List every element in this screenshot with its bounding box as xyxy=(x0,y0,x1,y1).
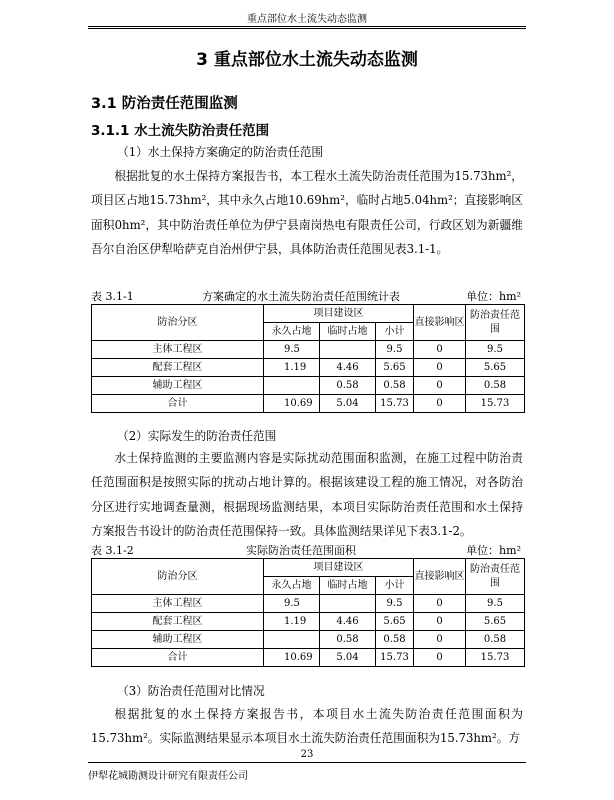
table-cell: 15.73 xyxy=(466,649,525,667)
paragraph-2 xyxy=(91,446,523,543)
page-number: 23 xyxy=(300,749,314,760)
table1-title: 方案确定的水土流失防治责任范围统计表 xyxy=(202,290,400,303)
table-cell: 配套工程区 xyxy=(92,613,264,631)
table1-header-zone: 防治分区 xyxy=(92,305,264,341)
table-cell: 4.46 xyxy=(320,359,376,377)
table-cell: 配套工程区 xyxy=(92,359,264,377)
table2-header-project-area: 项目建设区 xyxy=(264,559,414,577)
table1 xyxy=(91,304,525,413)
table-row xyxy=(92,395,525,413)
footer-company: 伊犁花城勘测设计研究有限责任公司 xyxy=(88,771,248,782)
table-cell: 主体工程区 xyxy=(92,595,264,613)
table-cell: 0.58 xyxy=(376,631,414,649)
subsection-title: 3.1.1 水土流失防治责任范围 xyxy=(91,123,270,139)
table1-caption xyxy=(91,288,521,302)
table2-header-responsibility: 防治责任范围 xyxy=(466,559,525,595)
table-cell: 9.5 xyxy=(264,341,320,359)
table2-header-subtotal: 小计 xyxy=(376,577,414,595)
table-cell: 辅助工程区 xyxy=(92,377,264,395)
table-row xyxy=(92,649,525,667)
table-row xyxy=(92,631,525,649)
table-row xyxy=(92,359,525,377)
table-cell: 5.04 xyxy=(320,649,376,667)
table-cell: 1.19 xyxy=(264,359,320,377)
paragraph-3-text: 根据批复的水土保持方案报告书，本项目水土流失防治责任范围面积为15.73hm²。实际监测结果显示本项目水土流失防治责任范围面积为15.73hm²。方 xyxy=(91,707,523,746)
table-cell: 合计 xyxy=(92,649,264,667)
table1-header-temporary: 临时占地 xyxy=(320,323,376,341)
table-cell: 0 xyxy=(414,341,466,359)
table-row xyxy=(92,613,525,631)
table-cell: 0.58 xyxy=(320,377,376,395)
table2-title: 实际防治责任范围面积 xyxy=(246,544,356,557)
table-cell: 9.5 xyxy=(466,341,525,359)
table-cell xyxy=(320,595,376,613)
paragraph-1-text: 根据批复的水土保持方案报告书，本工程水土流失防治责任范围为15.73hm²，项目区占地15.73hm²，其中永久占地10.69hm²，临时占地5.04hm²；直接影响区面积0hm²，其中防治责任单位为伊宁县南岗热电有限责任公司，行政区划为新疆维吾尔自治区伊犁哈萨克自治州伊宁县，具体防治责任范围见表3.1-1。 xyxy=(91,169,523,256)
table2-unit: 单位：hm² xyxy=(466,544,521,557)
table-cell xyxy=(320,341,376,359)
table2-caption xyxy=(91,542,521,556)
table-cell: 0 xyxy=(414,377,466,395)
table1-header-project-area: 项目建设区 xyxy=(264,305,414,323)
table2-header-permanent: 永久占地 xyxy=(264,577,320,595)
table-cell: 10.69 xyxy=(264,395,320,413)
table-cell: 0 xyxy=(414,359,466,377)
table-cell: 0.58 xyxy=(376,377,414,395)
table2 xyxy=(91,558,525,667)
table-cell: 9.5 xyxy=(376,341,414,359)
table-cell: 0 xyxy=(414,395,466,413)
table-cell: 15.73 xyxy=(376,649,414,667)
table-cell: 5.04 xyxy=(320,395,376,413)
table-cell: 9.5 xyxy=(466,595,525,613)
footer-rule xyxy=(88,762,526,763)
paragraph-1 xyxy=(91,164,523,261)
subheading-3: （3）防治责任范围对比情况 xyxy=(117,684,265,698)
table-cell: 0.58 xyxy=(320,631,376,649)
table-cell: 5.65 xyxy=(376,359,414,377)
table-cell: 5.65 xyxy=(466,359,525,377)
table1-number: 表 3.1-1 xyxy=(91,290,134,303)
section-title: 3.1 防治责任范围监测 xyxy=(91,96,238,112)
table1-header-responsibility: 防治责任范围 xyxy=(466,305,525,341)
running-header: 重点部位水土流失动态监测 xyxy=(247,14,367,25)
table-cell: 0.58 xyxy=(466,377,525,395)
table-cell: 0 xyxy=(414,631,466,649)
table2-header-direct: 直接影响区 xyxy=(414,559,466,595)
table2-number: 表 3.1-2 xyxy=(91,544,134,557)
table-cell: 1.19 xyxy=(264,613,320,631)
table-cell: 9.5 xyxy=(264,595,320,613)
subheading-2: （2）实际发生的防治责任范围 xyxy=(117,429,277,443)
chapter-title: 3 重点部位水土流失动态监测 xyxy=(196,50,418,70)
table-cell: 辅助工程区 xyxy=(92,631,264,649)
table-cell: 4.46 xyxy=(320,613,376,631)
table-cell: 0 xyxy=(414,613,466,631)
table-cell: 5.65 xyxy=(376,613,414,631)
table-cell: 5.65 xyxy=(466,613,525,631)
table-cell: 15.73 xyxy=(376,395,414,413)
table1-unit: 单位：hm² xyxy=(466,290,521,303)
table-row xyxy=(92,341,525,359)
table-cell: 9.5 xyxy=(376,595,414,613)
table-cell xyxy=(264,631,320,649)
paragraph-3 xyxy=(91,702,523,751)
table2-header-zone: 防治分区 xyxy=(92,559,264,595)
table-row xyxy=(92,595,525,613)
header-rule xyxy=(88,26,526,27)
table1-header-subtotal: 小计 xyxy=(376,323,414,341)
table-cell: 0 xyxy=(414,595,466,613)
table-cell: 合计 xyxy=(92,395,264,413)
subheading-1: （1）水土保持方案确定的防治责任范围 xyxy=(117,145,324,159)
table-cell xyxy=(264,377,320,395)
header-rule-secondary xyxy=(88,28,526,29)
table2-header-temporary: 临时占地 xyxy=(320,577,376,595)
paragraph-2-text: 水土保持监测的主要监测内容是实际扰动范围面积监测，在施工过程中防治责任范围面积是按照实际的扰动占地计算的。根据该建设工程的施工情况，对各防治分区进行实地调查量测，根据现场监测结果，本项目实际防治责任范围和水土保持方案报告书设计的防治责任范围保持一致。具体监测结果详见下表3.1-2。 xyxy=(91,451,523,538)
table-cell: 0.58 xyxy=(466,631,525,649)
table1-header-direct: 直接影响区 xyxy=(414,305,466,341)
table-cell: 15.73 xyxy=(466,395,525,413)
table1-header-permanent: 永久占地 xyxy=(264,323,320,341)
table-cell: 0 xyxy=(414,649,466,667)
table-cell: 主体工程区 xyxy=(92,341,264,359)
table-row xyxy=(92,377,525,395)
table-cell: 10.69 xyxy=(264,649,320,667)
